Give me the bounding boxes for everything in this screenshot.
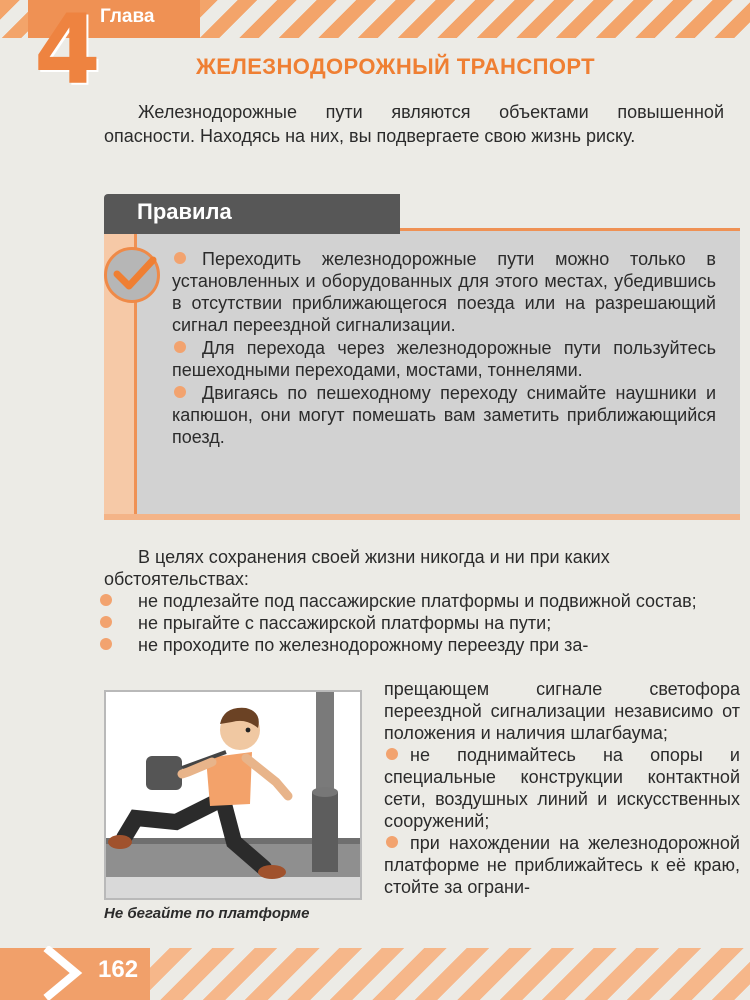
page-title: ЖЕЛЕЗНОДОРОЖНЫЙ ТРАНСПОРТ [196,54,595,79]
chevron-right-icon [40,946,100,1000]
lead-paragraph: В целях сохранения своей жизни никогда и ни при каких обстоятельствах: [104,547,610,589]
chapter-word: Глава [100,6,155,27]
rules-heading: Правила [137,199,232,224]
intro-paragraph: Железнодорожные пути являются объектами повышенной опасности. Находясь на них, вы подвергаете свою жизнь риску. [104,102,724,146]
prohibition-item: не поднимайтесь на опоры и специальные конструкции контактной сети, воздушных линий и искусственных сооружений; [384,745,740,831]
rule-item: Для перехода через железнодорожные пути пользуйтесь пешеходными переходами, мостами, тоннелями. [172,338,716,380]
running-boy-picture [106,692,360,898]
illustration-caption: Не бегайте по платформе [104,905,310,922]
side-column [384,678,740,898]
page-number: 162 [98,956,139,983]
prohibition-item: не прыгайте с пассажирской платформы на пути; [100,612,748,634]
rule-item: Двигаясь по пешеходному переходу снимайте наушники и капюшон, они могут помешать вам заметить приближающийся поезд. [172,383,716,447]
prohibitions-list [100,590,748,656]
chapter-number: 4 [34,0,101,106]
prohibition-continuation: прещающем сигнале светофора переездной сигнализации независимо от положения и наличия шлагбаума; [384,679,740,743]
rule-item: Переходить железнодорожные пути можно только в установленных и оборудованных для этого местах, убедившись в отсутствии приближающегося поезда или на разрешающий сигнал переездной сигнализации. [172,249,716,335]
checkmark-icon [113,256,157,292]
running-boy-illustration [104,690,362,900]
prohibition-item: не подлезайте под пассажирские платформы и подвижной состав; [100,590,748,612]
prohibition-item: при нахождении на железнодорожной платформе не приближайтесь к её краю, стойте за ограни- [384,833,740,897]
rules-bottom-bar [104,514,740,520]
side-prohibitions-list [384,744,740,898]
prohibition-item: не проходите по железнодорожному переезду при за- [100,634,748,656]
rules-list [172,248,716,449]
